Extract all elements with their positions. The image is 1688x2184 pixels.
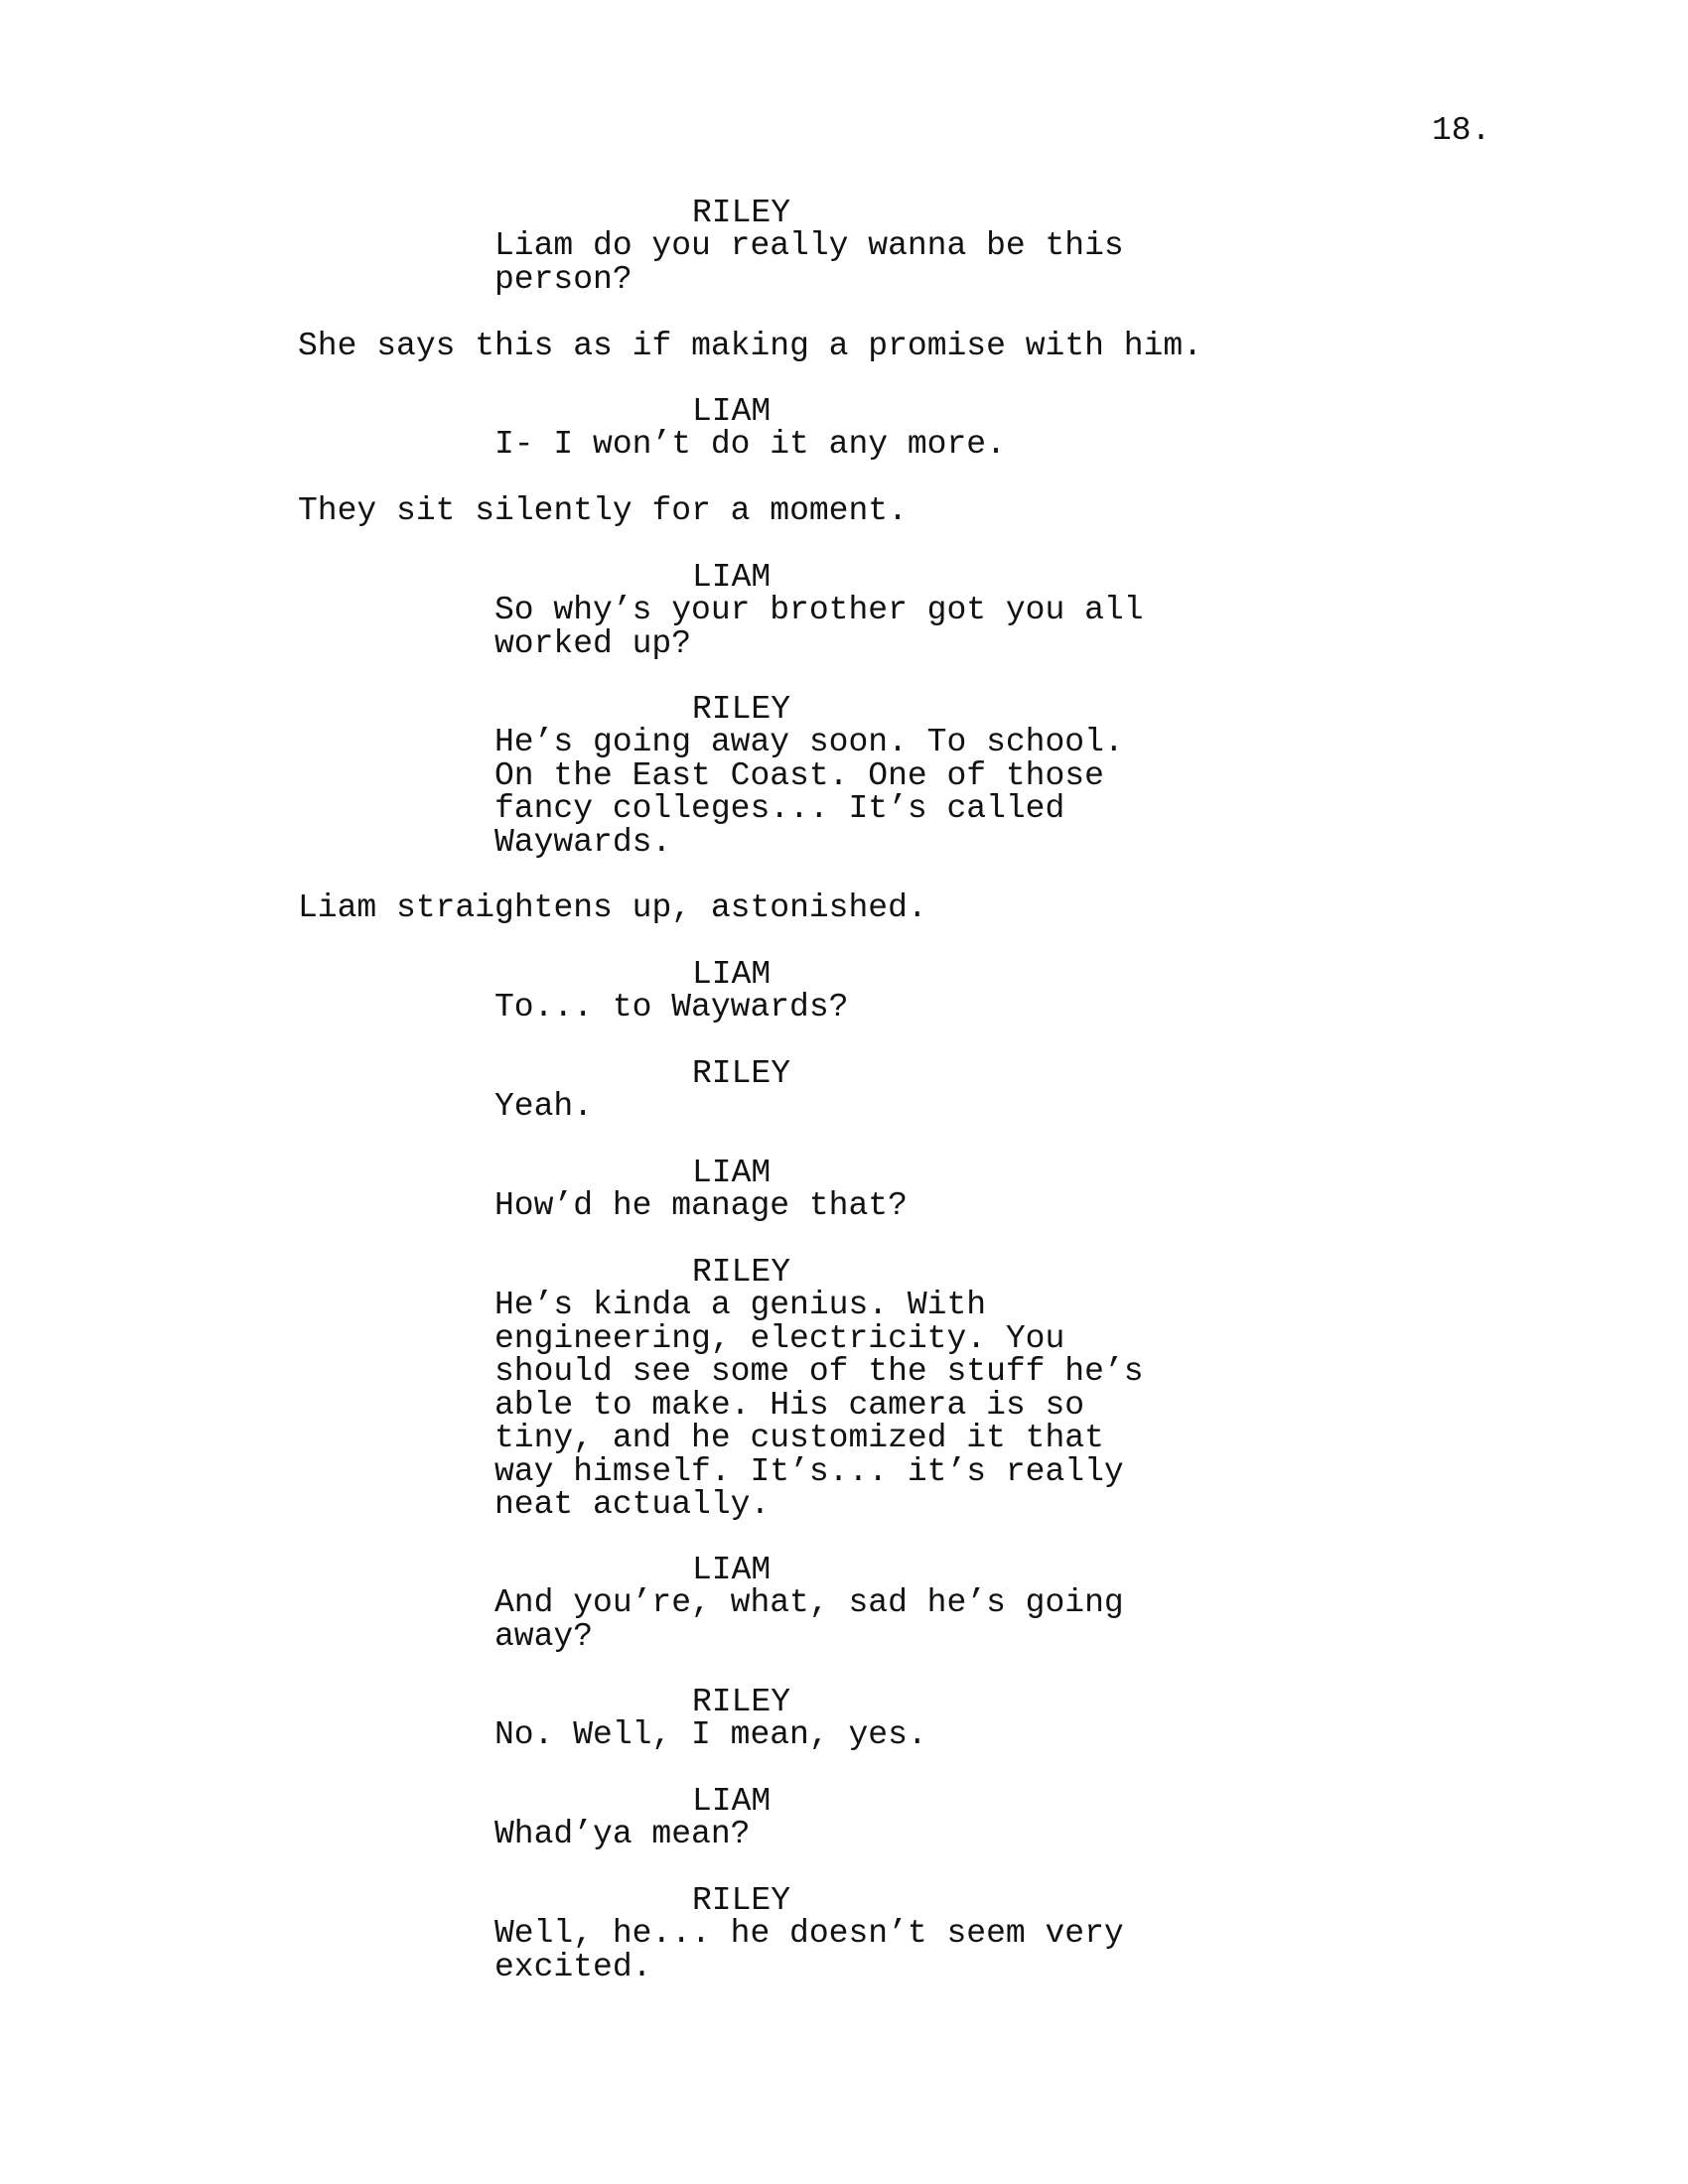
dialogue-line: away?: [494, 1617, 594, 1655]
char-liam-4: LIAM: [692, 1155, 772, 1191]
dialogue-5: [494, 991, 848, 1024]
dialogue-10: [494, 1718, 927, 1752]
action-line: She says this as if making a promise with him.: [298, 328, 1202, 364]
char-riley-6: RILEY: [692, 1882, 791, 1919]
char-riley-2: RILEY: [692, 691, 791, 728]
dialogue-line: I- I won’t do it any more.: [494, 426, 1006, 463]
action-1: [298, 330, 1202, 363]
dialogue-line: able to make. His camera is so: [494, 1386, 1085, 1424]
dialogue-line: excited.: [494, 1948, 652, 1985]
dialogue-line: should see some of the stuff he’s: [494, 1353, 1144, 1390]
dialogue-line: He’s kinda a genius. With: [494, 1287, 987, 1323]
dialogue-line: Yeah.: [494, 1088, 594, 1125]
char-riley-3: RILEY: [692, 1055, 791, 1092]
dialogue-4: [494, 726, 1124, 859]
char-riley-5: RILEY: [692, 1684, 791, 1720]
action-2: [298, 494, 908, 528]
dialogue-3: [494, 594, 1144, 660]
dialogue-1: [494, 229, 1124, 296]
dialogue-line: Whad’ya mean?: [494, 1816, 751, 1852]
char-liam-1: LIAM: [692, 393, 772, 430]
dialogue-line: How’d he manage that?: [494, 1187, 908, 1224]
dialogue-line: tiny, and he customized it that: [494, 1420, 1104, 1456]
action-3: [298, 891, 927, 925]
dialogue-line: engineering, electricity. You: [494, 1319, 1065, 1357]
dialogue-line: And you’re, what, sad he’s going: [494, 1584, 1124, 1621]
action-line: They sit silently for a moment.: [298, 492, 908, 529]
dialogue-line: worked up?: [494, 624, 692, 662]
dialogue-line: way himself. It’s... it’s really: [494, 1452, 1124, 1490]
dialogue-line: So why’s your brother got you all: [494, 592, 1144, 628]
char-liam-6: LIAM: [692, 1783, 772, 1820]
dialogue-line: Waywards.: [494, 823, 672, 861]
dialogue-line: person?: [494, 260, 633, 298]
dialogue-line: No. Well, I mean, yes.: [494, 1716, 927, 1753]
char-liam-5: LIAM: [692, 1552, 772, 1588]
dialogue-line: He’s going away soon. To school.: [494, 724, 1124, 760]
dialogue-line: On the East Coast. One of those: [494, 756, 1104, 794]
dialogue-2: [494, 428, 1006, 462]
dialogue-12: [494, 1917, 1124, 1983]
action-line: Liam straightens up, astonished.: [298, 889, 927, 926]
dialogue-line: To... to Waywards?: [494, 989, 849, 1025]
dialogue-9: [494, 1586, 1124, 1653]
char-liam-3: LIAM: [692, 956, 772, 993]
page-number: 18.: [1432, 112, 1491, 149]
dialogue-line: neat actually.: [494, 1486, 771, 1523]
char-riley-1: RILEY: [692, 195, 791, 231]
dialogue-11: [494, 1818, 750, 1851]
dialogue-7: [494, 1189, 908, 1223]
char-liam-2: LIAM: [692, 559, 772, 596]
dialogue-8: [494, 1289, 1144, 1522]
dialogue-line: Liam do you really wanna be this: [494, 227, 1124, 264]
dialogue-line: fancy colleges... It’s called: [494, 790, 1065, 827]
char-riley-4: RILEY: [692, 1254, 791, 1291]
dialogue-6: [494, 1090, 593, 1124]
dialogue-line: Well, he... he doesn’t seem very: [494, 1915, 1124, 1952]
